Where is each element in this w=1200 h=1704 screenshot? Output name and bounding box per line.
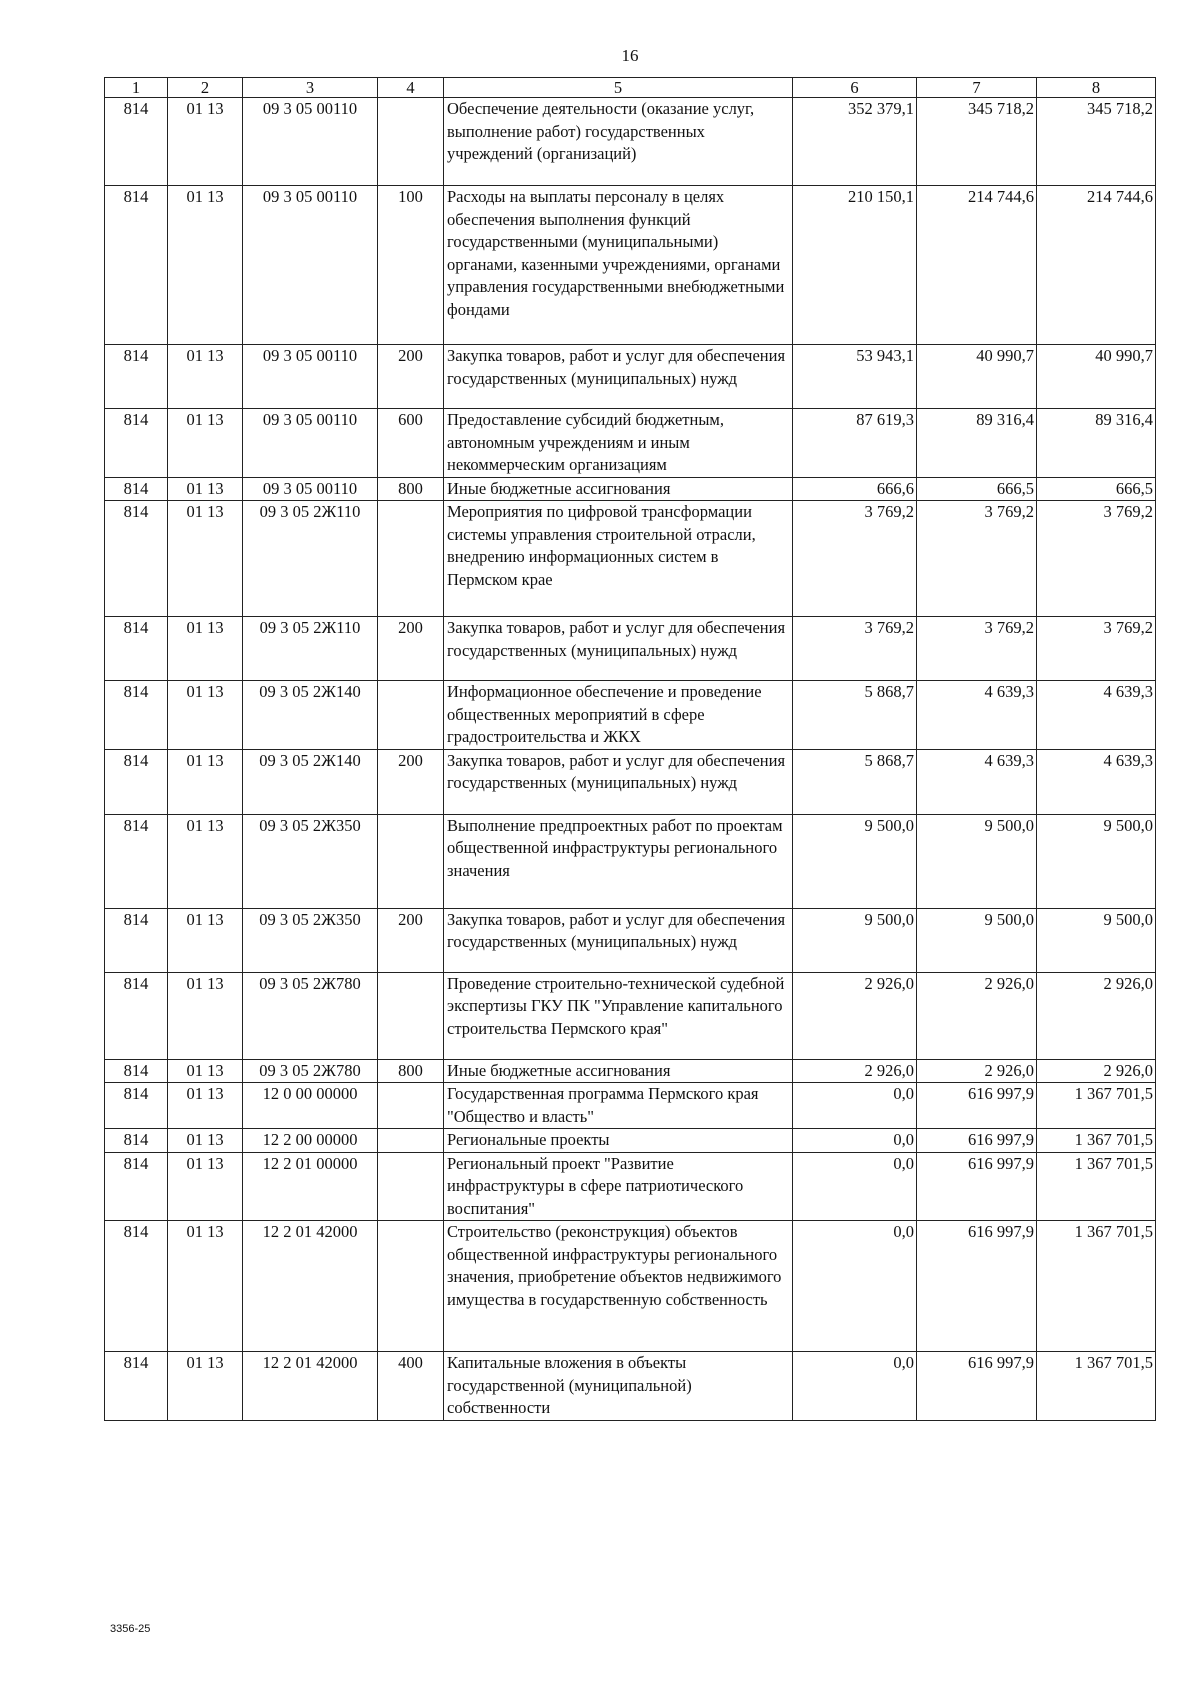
amount-year2-cell: 9 500,0	[917, 908, 1037, 972]
amount-year1-cell: 2 926,0	[793, 1059, 917, 1083]
table-row	[105, 477, 1156, 501]
amount-year1-cell: 9 500,0	[793, 908, 917, 972]
expense-type-cell: 100	[378, 186, 444, 345]
section-cell: 01 13	[168, 1221, 243, 1352]
name-cell: Обеспечение деятельности (оказание услуг, выполнение работ) государственных учреждений (организаций)	[444, 98, 793, 186]
amount-year3-cell: 9 500,0	[1037, 814, 1156, 908]
name-cell: Иные бюджетные ассигнования	[444, 477, 793, 501]
table-row	[105, 1059, 1156, 1083]
amount-year3-cell: 1 367 701,5	[1037, 1152, 1156, 1221]
amount-year3-cell: 1 367 701,5	[1037, 1083, 1156, 1129]
target-article-cell: 12 2 01 42000	[243, 1352, 378, 1421]
table-row	[105, 814, 1156, 908]
name-cell: Проведение строительно-технической судебной экспертизы ГКУ ПК "Управление капитального строительства Пермского края"	[444, 972, 793, 1059]
column-header: 4	[378, 78, 444, 98]
amount-year3-cell: 3 769,2	[1037, 617, 1156, 681]
amount-year2-cell: 616 997,9	[917, 1083, 1037, 1129]
amount-year1-cell: 2 926,0	[793, 972, 917, 1059]
name-cell: Государственная программа Пермского края "Общество и власть"	[444, 1083, 793, 1129]
column-header: 2	[168, 78, 243, 98]
target-article-cell: 09 3 05 00110	[243, 409, 378, 478]
target-article-cell: 09 3 05 00110	[243, 345, 378, 409]
amount-year1-cell: 352 379,1	[793, 98, 917, 186]
amount-year2-cell: 616 997,9	[917, 1129, 1037, 1153]
amount-year3-cell: 4 639,3	[1037, 749, 1156, 814]
ved-cell: 814	[105, 1083, 168, 1129]
expense-type-cell	[378, 681, 444, 750]
ved-cell: 814	[105, 972, 168, 1059]
target-article-cell: 09 3 05 2Ж140	[243, 749, 378, 814]
amount-year2-cell: 616 997,9	[917, 1221, 1037, 1352]
expense-type-cell	[378, 1152, 444, 1221]
amount-year2-cell: 89 316,4	[917, 409, 1037, 478]
section-cell: 01 13	[168, 98, 243, 186]
expense-type-cell: 200	[378, 345, 444, 409]
name-cell: Региональные проекты	[444, 1129, 793, 1153]
table-row	[105, 972, 1156, 1059]
section-cell: 01 13	[168, 681, 243, 750]
name-cell: Капитальные вложения в объекты государственной (муниципальной) собственности	[444, 1352, 793, 1421]
target-article-cell: 12 2 01 00000	[243, 1152, 378, 1221]
amount-year2-cell: 3 769,2	[917, 617, 1037, 681]
target-article-cell: 12 2 00 00000	[243, 1129, 378, 1153]
amount-year1-cell: 9 500,0	[793, 814, 917, 908]
table-row	[105, 1221, 1156, 1352]
budget-table	[104, 77, 1156, 1421]
expense-type-cell: 200	[378, 908, 444, 972]
ved-cell: 814	[105, 409, 168, 478]
name-cell: Иные бюджетные ассигнования	[444, 1059, 793, 1083]
expense-type-cell	[378, 501, 444, 617]
amount-year2-cell: 616 997,9	[917, 1152, 1037, 1221]
target-article-cell: 09 3 05 2Ж140	[243, 681, 378, 750]
target-article-cell: 09 3 05 00110	[243, 477, 378, 501]
expense-type-cell: 800	[378, 1059, 444, 1083]
amount-year1-cell: 0,0	[793, 1083, 917, 1129]
amount-year2-cell: 40 990,7	[917, 345, 1037, 409]
amount-year3-cell: 40 990,7	[1037, 345, 1156, 409]
amount-year2-cell: 666,5	[917, 477, 1037, 501]
table-row	[105, 98, 1156, 186]
ved-cell: 814	[105, 98, 168, 186]
ved-cell: 814	[105, 477, 168, 501]
name-cell: Закупка товаров, работ и услуг для обеспечения государственных (муниципальных) нужд	[444, 617, 793, 681]
table-row	[105, 186, 1156, 345]
column-header: 8	[1037, 78, 1156, 98]
amount-year3-cell: 1 367 701,5	[1037, 1221, 1156, 1352]
section-cell: 01 13	[168, 1129, 243, 1153]
ved-cell: 814	[105, 814, 168, 908]
amount-year2-cell: 4 639,3	[917, 681, 1037, 750]
name-cell: Предоставление субсидий бюджетным, автономным учреждениям и иным некоммерческим организациям	[444, 409, 793, 478]
amount-year1-cell: 87 619,3	[793, 409, 917, 478]
table-row	[105, 1352, 1156, 1421]
name-cell: Мероприятия по цифровой трансформации системы управления строительной отрасли, внедрению информационных систем в Пермском крае	[444, 501, 793, 617]
column-header: 6	[793, 78, 917, 98]
amount-year3-cell: 9 500,0	[1037, 908, 1156, 972]
amount-year1-cell: 3 769,2	[793, 501, 917, 617]
target-article-cell: 09 3 05 2Ж110	[243, 501, 378, 617]
amount-year3-cell: 4 639,3	[1037, 681, 1156, 750]
section-cell: 01 13	[168, 501, 243, 617]
amount-year1-cell: 0,0	[793, 1221, 917, 1352]
amount-year2-cell: 214 744,6	[917, 186, 1037, 345]
expense-type-cell: 800	[378, 477, 444, 501]
target-article-cell: 09 3 05 2Ж780	[243, 972, 378, 1059]
amount-year1-cell: 0,0	[793, 1352, 917, 1421]
document-code: 3356-25	[110, 1623, 151, 1635]
ved-cell: 814	[105, 186, 168, 345]
target-article-cell: 12 2 01 42000	[243, 1221, 378, 1352]
ved-cell: 814	[105, 1221, 168, 1352]
amount-year2-cell: 345 718,2	[917, 98, 1037, 186]
column-header: 5	[444, 78, 793, 98]
amount-year2-cell: 3 769,2	[917, 501, 1037, 617]
amount-year3-cell: 2 926,0	[1037, 972, 1156, 1059]
name-cell: Закупка товаров, работ и услуг для обеспечения государственных (муниципальных) нужд	[444, 749, 793, 814]
ved-cell: 814	[105, 1059, 168, 1083]
amount-year1-cell: 210 150,1	[793, 186, 917, 345]
ved-cell: 814	[105, 908, 168, 972]
column-header: 1	[105, 78, 168, 98]
section-cell: 01 13	[168, 409, 243, 478]
ved-cell: 814	[105, 501, 168, 617]
table-row	[105, 501, 1156, 617]
amount-year3-cell: 214 744,6	[1037, 186, 1156, 345]
name-cell: Строительство (реконструкция) объектов общественной инфраструктуры регионального значения, приобретение объектов недвижимого имущества в государственную собственность	[444, 1221, 793, 1352]
target-article-cell: 12 0 00 00000	[243, 1083, 378, 1129]
table-row	[105, 749, 1156, 814]
ved-cell: 814	[105, 617, 168, 681]
amount-year3-cell: 1 367 701,5	[1037, 1352, 1156, 1421]
section-cell: 01 13	[168, 1152, 243, 1221]
table-row	[105, 1083, 1156, 1129]
name-cell: Выполнение предпроектных работ по проектам общественной инфраструктуры регионального значения	[444, 814, 793, 908]
ved-cell: 814	[105, 1129, 168, 1153]
amount-year1-cell: 666,6	[793, 477, 917, 501]
section-cell: 01 13	[168, 972, 243, 1059]
column-header: 3	[243, 78, 378, 98]
table-row	[105, 617, 1156, 681]
target-article-cell: 09 3 05 2Ж350	[243, 908, 378, 972]
amount-year3-cell: 2 926,0	[1037, 1059, 1156, 1083]
target-article-cell: 09 3 05 00110	[243, 98, 378, 186]
expense-type-cell: 200	[378, 749, 444, 814]
amount-year1-cell: 5 868,7	[793, 749, 917, 814]
ved-cell: 814	[105, 1352, 168, 1421]
amount-year2-cell: 2 926,0	[917, 1059, 1037, 1083]
table-body	[105, 98, 1156, 1421]
section-cell: 01 13	[168, 186, 243, 345]
section-cell: 01 13	[168, 908, 243, 972]
name-cell: Расходы на выплаты персоналу в целях обеспечения выполнения функций государственными (муниципальными) органами, казенными учреждениями, органами управления государственными внебюджетными фондами	[444, 186, 793, 345]
name-cell: Закупка товаров, работ и услуг для обеспечения государственных (муниципальных) нужд	[444, 345, 793, 409]
table-row	[105, 1152, 1156, 1221]
target-article-cell: 09 3 05 2Ж350	[243, 814, 378, 908]
name-cell: Региональный проект "Развитие инфраструктуры в сфере патриотического воспитания"	[444, 1152, 793, 1221]
table-row	[105, 345, 1156, 409]
amount-year3-cell: 666,5	[1037, 477, 1156, 501]
section-cell: 01 13	[168, 1059, 243, 1083]
amount-year2-cell: 2 926,0	[917, 972, 1037, 1059]
target-article-cell: 09 3 05 00110	[243, 186, 378, 345]
section-cell: 01 13	[168, 814, 243, 908]
page-number: 16	[621, 46, 639, 65]
expense-type-cell: 400	[378, 1352, 444, 1421]
section-cell: 01 13	[168, 1083, 243, 1129]
target-article-cell: 09 3 05 2Ж110	[243, 617, 378, 681]
ved-cell: 814	[105, 1152, 168, 1221]
amount-year3-cell: 89 316,4	[1037, 409, 1156, 478]
expense-type-cell	[378, 972, 444, 1059]
section-cell: 01 13	[168, 749, 243, 814]
section-cell: 01 13	[168, 617, 243, 681]
table-row	[105, 681, 1156, 750]
amount-year3-cell: 345 718,2	[1037, 98, 1156, 186]
amount-year1-cell: 5 868,7	[793, 681, 917, 750]
amount-year1-cell: 3 769,2	[793, 617, 917, 681]
expense-type-cell	[378, 98, 444, 186]
name-cell: Информационное обеспечение и проведение общественных мероприятий в сфере градостроительства и ЖКХ	[444, 681, 793, 750]
section-cell: 01 13	[168, 1352, 243, 1421]
table-row	[105, 1129, 1156, 1153]
table-row	[105, 409, 1156, 478]
expense-type-cell: 200	[378, 617, 444, 681]
section-cell: 01 13	[168, 477, 243, 501]
header-row	[105, 78, 1156, 98]
column-header: 7	[917, 78, 1037, 98]
expense-type-cell	[378, 1083, 444, 1129]
amount-year2-cell: 4 639,3	[917, 749, 1037, 814]
amount-year3-cell: 1 367 701,5	[1037, 1129, 1156, 1153]
ved-cell: 814	[105, 681, 168, 750]
amount-year2-cell: 616 997,9	[917, 1352, 1037, 1421]
amount-year1-cell: 0,0	[793, 1152, 917, 1221]
expense-type-cell	[378, 1221, 444, 1352]
expense-type-cell: 600	[378, 409, 444, 478]
amount-year3-cell: 3 769,2	[1037, 501, 1156, 617]
amount-year2-cell: 9 500,0	[917, 814, 1037, 908]
amount-year1-cell: 53 943,1	[793, 345, 917, 409]
section-cell: 01 13	[168, 345, 243, 409]
table-row	[105, 908, 1156, 972]
name-cell: Закупка товаров, работ и услуг для обеспечения государственных (муниципальных) нужд	[444, 908, 793, 972]
target-article-cell: 09 3 05 2Ж780	[243, 1059, 378, 1083]
expense-type-cell	[378, 1129, 444, 1153]
ved-cell: 814	[105, 345, 168, 409]
ved-cell: 814	[105, 749, 168, 814]
expense-type-cell	[378, 814, 444, 908]
amount-year1-cell: 0,0	[793, 1129, 917, 1153]
